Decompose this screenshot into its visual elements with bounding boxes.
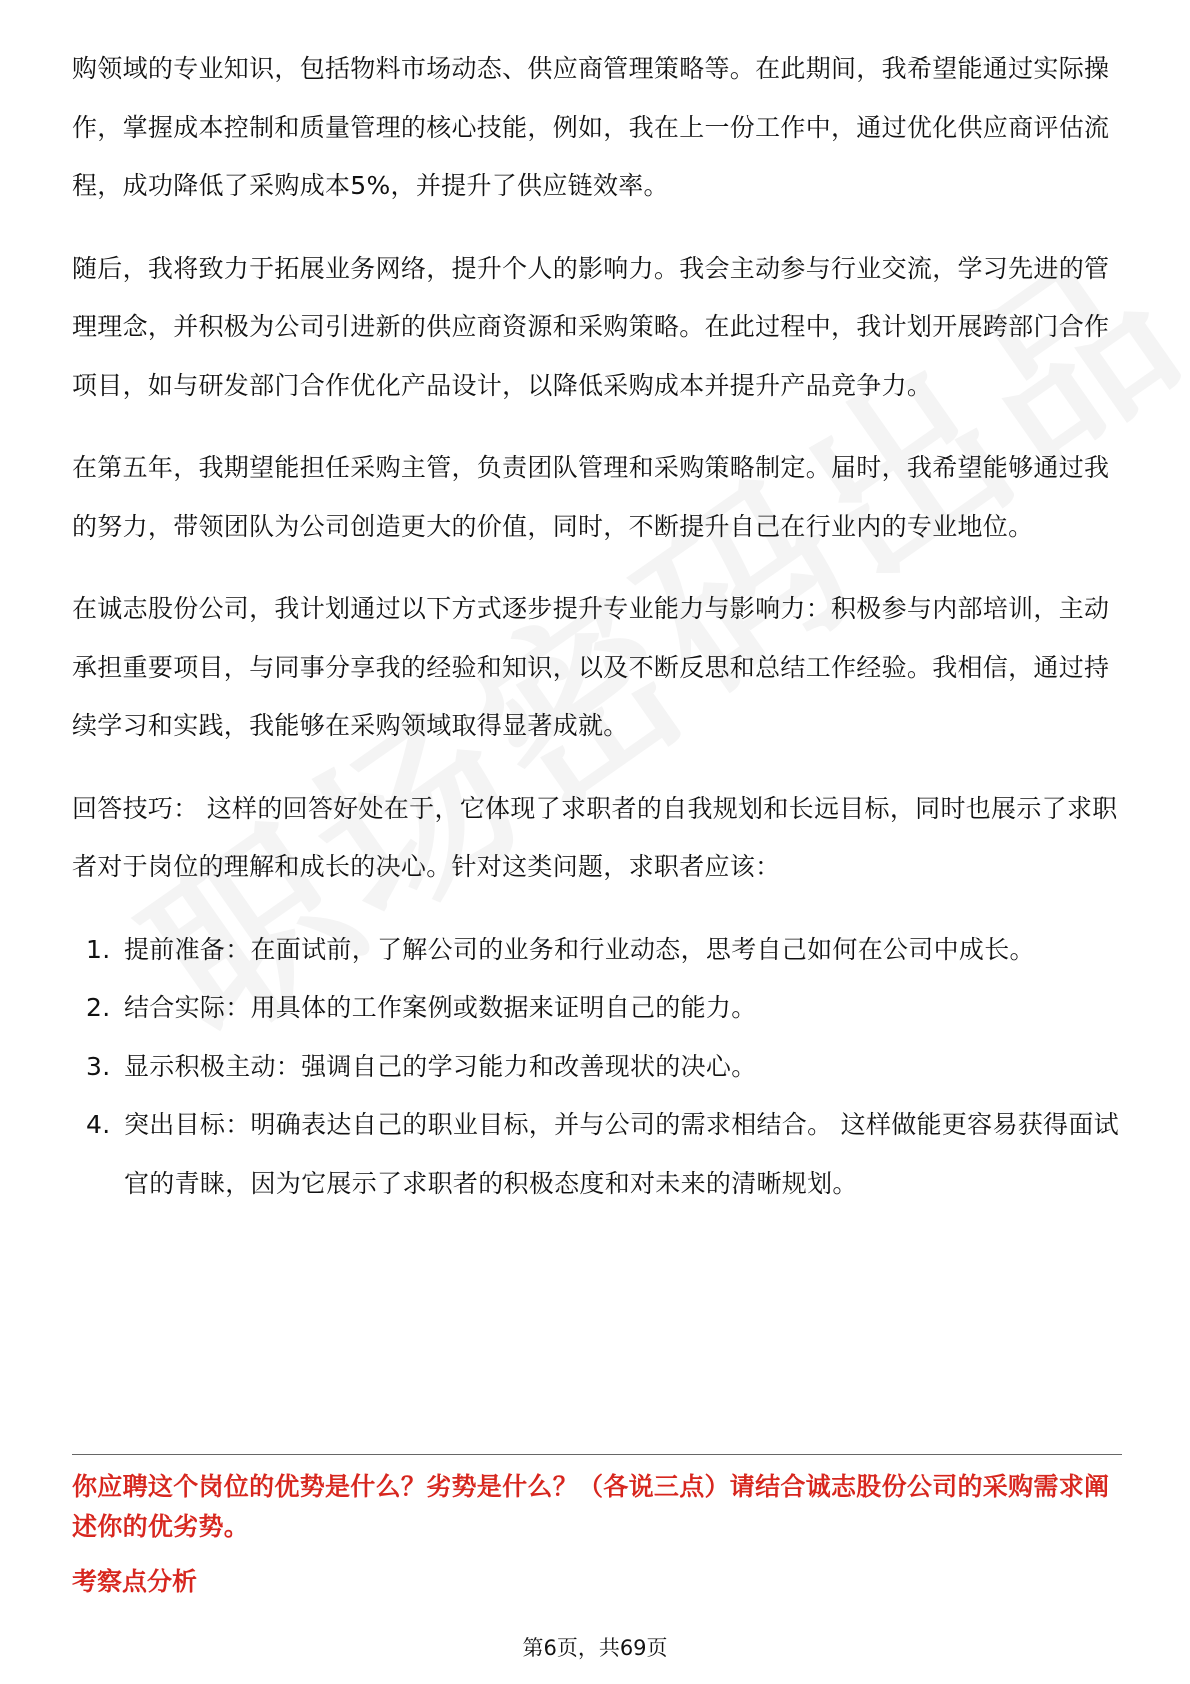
list-item-text: 提前准备：在面试前，了解公司的业务和行业动态，思考自己如何在公司中成长。 <box>124 934 1035 964</box>
analysis-heading: 考察点分析 <box>72 1567 198 1596</box>
list-item <box>72 1038 1122 1097</box>
list-item <box>72 979 1122 1038</box>
list-item-text: 显示积极主动：强调自己的学习能力和改善现状的决心。 <box>124 1051 757 1081</box>
list-number: 3. <box>86 1051 111 1081</box>
page-footer: 第6页，共69页 <box>522 1636 668 1660</box>
list-item <box>72 1096 1122 1213</box>
list-item-text: 突出目标：明确表达自己的职业目标，并与公司的需求相结合。 这样做能更容易获得面试官的青睐，因为它展示了求职者的积极态度和对未来的清晰规划。 <box>124 1110 1119 1198</box>
paragraph-1: 购领域的专业知识，包括物料市场动态、供应商管理策略等。在此期间，我希望能通过实际操作，掌握成本控制和质量管理的核心技能，例如，我在上一份工作中，通过优化供应商评估流程，成功降低了采购成本5%，并提升了供应链效率。 <box>72 54 1110 200</box>
paragraph-4: 在诚志股份公司，我计划通过以下方式逐步提升专业能力与影响力：积极参与内部培训，主动承担重要项目，与同事分享我的经验和知识，以及不断反思和总结工作经验。我相信，通过持续学习和实践，我能够在采购领域取得显著成就。 <box>72 594 1110 740</box>
list-number: 1. <box>86 934 111 964</box>
answer-tips-intro: 回答技巧： 这样的回答好处在于，它体现了求职者的自我规划和长远目标，同时也展示了求职者对于岗位的理解和成长的决心。针对这类问题，求职者应该： <box>72 793 1118 881</box>
list-item-text: 结合实际：用具体的工作案例或数据来证明自己的能力。 <box>124 993 757 1022</box>
paragraph-3: 在第五年，我期望能担任采购主管，负责团队管理和采购策略制定。届时，我希望能够通过我的努力，带领团队为公司创造更大的价值，同时，不断提升自己在行业内的专业地位。 <box>72 453 1110 541</box>
list-number: 2. <box>86 993 111 1022</box>
list-item <box>72 921 1122 980</box>
tips-list <box>72 921 1122 1214</box>
question-heading: 你应聘这个岗位的优势是什么？劣势是什么？（各说三点）请结合诚志股份公司的采购需求阐述你的优劣势。 <box>72 1472 1110 1541</box>
list-number: 4. <box>86 1110 111 1139</box>
section-divider <box>72 1454 1122 1455</box>
paragraph-2: 随后，我将致力于拓展业务网络，提升个人的影响力。我会主动参与行业交流，学习先进的管理理念，并积极为公司引进新的供应商资源和采购策略。在此过程中，我计划开展跨部门合作项目，如与研发部门合作优化产品设计，以降低采购成本并提升产品竞争力。 <box>72 253 1110 400</box>
page-body <box>72 40 1122 1213</box>
